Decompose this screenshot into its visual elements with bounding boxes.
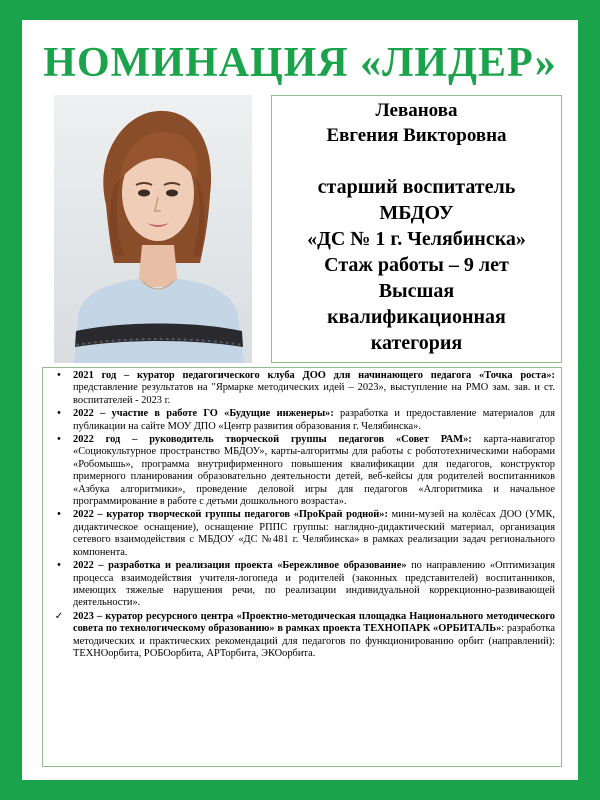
role-line: Стаж работы – 9 лет	[324, 254, 509, 276]
list-item	[51, 408, 555, 433]
item-text: карта-навигатор «Социокультурное пространство МБДОУ», карты-алгоритмы для работы с робототехническими наборами «Робомышь», программа внутрифирменного повышения квалификации для педагогов, конструктор примерного планирования образовательно деятельности детей, веб-кейсы для родителей воспитанников «Азбука алгоритмики», проведение деловой игры для педагогов «Алгоритмика и начальное программирование в работе с детьми дошкольного возраста».	[73, 434, 556, 508]
item-heading: 2022 – участие в работе ГО «Будущие инженеры»:	[73, 408, 334, 420]
checkmark-icon: ✓	[54, 610, 64, 622]
bullet-icon: •	[57, 434, 61, 446]
role-line: старший воспитатель	[317, 176, 516, 198]
name-line: Евгения Викторовна	[326, 125, 507, 146]
portrait-photo	[54, 95, 252, 363]
item-text: представление результатов на "Ярмарке методических идей – 2023», выступление на РМО зам. зав. и ст. воспитателей - 2023 г.	[73, 382, 555, 406]
role-line: МБДОУ	[379, 202, 454, 224]
item-text: по направлению «Оптимизация процесса взаимодействия учителя-логопеда и родителей (законных представителей) воспитанников, имеющих тяжелые нарушения речи, по реализации индивидуальной коррекционно-развивающей деятельности».	[73, 560, 555, 609]
page-title: НОМИНАЦИЯ «ЛИДЕР»	[43, 40, 557, 86]
bullet-icon: •	[57, 560, 61, 572]
role-line: квалификационная	[327, 306, 506, 328]
item-heading: 2023 – куратор ресурсного центра «Проектно-методическая площадка Национального методического совета по технологическому образованию» в рамках проекта ТЕХНОПАРК «ОРБИТАЛЬ»	[73, 610, 555, 635]
list-item	[51, 560, 555, 610]
item-heading: 2022 год – руководитель творческой группы педагогов «Совет РАМ»:	[73, 434, 472, 446]
role-line: категория	[370, 332, 463, 354]
bullet-icon: •	[57, 509, 61, 521]
item-heading: 2022 – разработка и реализация проекта «Бережливое образование»	[73, 560, 407, 572]
list-item	[51, 370, 555, 407]
item-text: разработка и предоставление материалов для публикации на сайте МОУ ДПО «Центр развития образования г. Челябинска».	[73, 408, 555, 432]
item-text: мини-музей на колёсах ДОО (УМК, дидактическое оснащение), оснащение РППС группы: наглядно-дидактический материал, организация сетевого взаимодействия с МБДОУ «ДС №481 г. Челябинска» в рамках реализации задач регионального компонента.	[73, 509, 555, 558]
bullet-icon: •	[57, 408, 61, 420]
info-box	[271, 95, 562, 363]
item-heading: 2022 – куратор творческой группы педагогов «ПроКрай родной»:	[73, 509, 388, 521]
list-item	[51, 509, 555, 559]
person-role	[272, 174, 561, 356]
item-heading: 2021 год – куратор педагогического клуба ДОО для начинающего педагога «Точка роста»:	[73, 370, 555, 381]
item-text: : разработка методических и практических рекомендаций для педагогов по функционированию орбит (направлений): ТЕХНОорбита, РОБОорбита, АРТорбита, ЭКОорбита.	[73, 623, 556, 659]
role-line: «ДС № 1 г. Челябинска»	[307, 228, 526, 250]
poster	[22, 20, 578, 780]
name-line: Леванова	[375, 100, 458, 121]
list-item	[51, 611, 555, 661]
role-line: Высшая	[378, 280, 455, 302]
bullet-icon: •	[57, 370, 61, 381]
list-item	[51, 434, 555, 508]
achievements-list	[42, 367, 562, 767]
person-name	[272, 98, 561, 148]
